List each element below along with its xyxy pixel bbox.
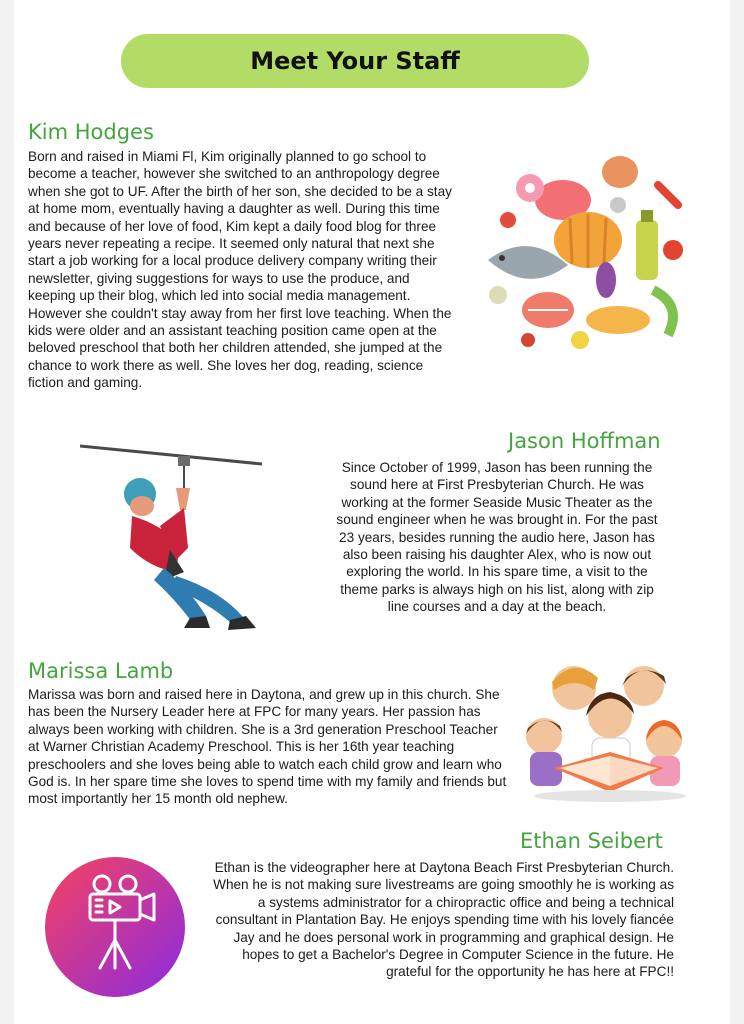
zipline-illustration [80,440,270,635]
staff-name-jason: Jason Hoffman [508,429,661,453]
staff-bio-jason: Since October of 1999, Jason has been running the sound here at First Presbyterian Church. He was working at the former Seaside Music Theater as the sound engineer when he was brought in. For the past 23 years, besides running the audio here, Jason has also been raising his daughter Alex, who is now out exploring the world. In his spare time, a visit to the theme parks is always high on his list, along with zip line courses and a day at the beach. [336,460,658,615]
staff-name-marissa: Marissa Lamb [28,659,174,683]
staff-page [14,0,730,1024]
children-reading-illustration [514,656,694,804]
staff-bio-kim: Born and raised in Miami Fl, Kim originally planned to go school to become a teacher, however she switched to an anthropology degree when she got to UF. After the birth of her son, she decided to be a stay at home mom, eventually having a daughter as well. During this time and because of her love of food, Kim kept a daily food blog for three years never repeating a recipe. It seemed only natural that next she start a job working for a local produce delivery company writing their newsletter, giving suggestions for ways to use the produce, and keeping up their blog, which led into social media management. However she couldn't stay away from her first love teaching. When the kids were older and an assistant teaching position came open at the beloved preschool that both her children attended, she jumped at the chance to work there as well. She loves her dog, reading, science fiction and gaming. [28,149,452,391]
staff-bio-ethan: Ethan is the videographer here at Daytona Beach First Presbyterian Church. When he is not making sure livestreams are going smoothly he is working as a systems administrator for a chiropractic office and being a technical consultant in Plantation Bay. He enjoys spending time with his lovely fiancée Jay and he does personal work in programming and graphical design. He hopes to get a Bachelor's Degree in Computer Science in the future. He grateful for the opportunity he has here at FPC!! [213,860,674,980]
food-circle-illustration [468,130,708,370]
staff-name-kim: Kim Hodges [28,120,154,144]
page-title: Meet Your Staff [121,34,589,88]
staff-bio-marissa: Marissa was born and raised here in Daytona, and grew up in this church. She has been the Nursery Leader here at FPC for many years. Her passion has always been working with children. She is a 3rd generation Preschool Teacher at Warner Christian Academy Preschool. This is her 16th year teaching preschoolers and she loves being able to watch each child grow and learn who God is. In her spare time she loves to spend time with my family and friends but most importantly her 15 month old nephew. [28,687,507,807]
staff-name-ethan: Ethan Seibert [520,829,663,853]
video-camera-icon [44,856,186,998]
